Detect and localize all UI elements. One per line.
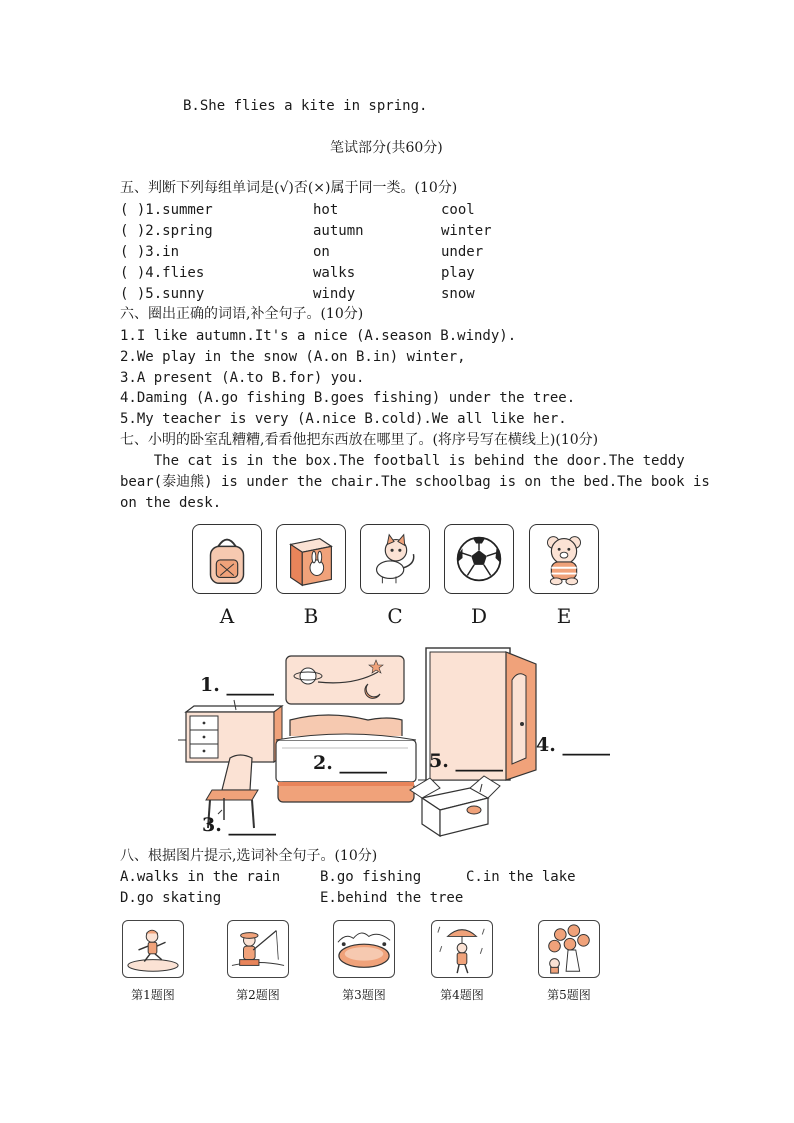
q8-caption-4: 第4题图 <box>440 988 484 1002</box>
section-header: 笔试部分(共60分) <box>330 140 443 156</box>
q5-row-1-num: ( )1.summer <box>120 202 213 218</box>
q8-caption-5: 第5题图 <box>547 988 591 1002</box>
book-icon <box>277 525 345 593</box>
option-card-a <box>192 524 262 594</box>
tree-icon <box>539 921 599 977</box>
option-letter-c: C <box>387 604 403 628</box>
q5-row-4-num: ( )4.flies <box>120 265 205 281</box>
q7-passage-line-3: on the desk. <box>120 495 222 511</box>
football-icon <box>445 525 513 593</box>
lake-icon <box>334 921 394 977</box>
q8-choice-b: B.go fishing <box>320 869 422 885</box>
blank-3[interactable]: 3. _____ <box>202 814 276 836</box>
q5-row-1-word3: cool <box>441 202 475 218</box>
q6-item-4: 4.Daming (A.go fishing B.goes fishing) under the tree. <box>120 390 576 406</box>
q5-row-3-num: ( )3.in <box>120 244 180 260</box>
q8-choice-e: E.behind the tree <box>320 890 464 906</box>
option-card-c <box>360 524 430 594</box>
option-letter-e: E <box>556 604 572 628</box>
q7-title: 七、小明的卧室乱糟糟,看看他把东西放在哪里了。(将序号写在横线上)(10分) <box>120 432 599 448</box>
skating-icon <box>123 921 183 977</box>
q8-choice-a: A.walks in the rain <box>120 869 281 885</box>
q5-row-5-word2: windy <box>313 286 356 302</box>
q5-row-2-num: ( )2.spring <box>120 223 213 239</box>
cat-icon <box>361 525 429 593</box>
q8-picture-5 <box>538 920 600 978</box>
q8-caption-2: 第2题图 <box>236 988 280 1002</box>
option-letter-b: B <box>303 604 319 628</box>
schoolbag-icon <box>193 525 261 593</box>
q5-title: 五、判断下列每组单词是(√)否(×)属于同一类。(10分) <box>120 180 458 196</box>
blank-2[interactable]: 2. _____ <box>313 752 387 774</box>
rain-icon <box>432 921 492 977</box>
q8-title: 八、根据图片提示,选词补全句子。(10分) <box>120 848 378 864</box>
blank-5[interactable]: 5. _____ <box>429 750 503 772</box>
q6-item-3: 3.A present (A.to B.for) you. <box>120 370 365 386</box>
q5-row-2-word2: autumn <box>313 223 364 239</box>
q5-row-2-word3: winter <box>441 223 492 239</box>
q8-picture-2 <box>227 920 289 978</box>
q8-picture-4 <box>431 920 493 978</box>
q5-row-4-word3: play <box>441 265 475 281</box>
q8-picture-1 <box>122 920 184 978</box>
option-letter-a: A <box>219 604 235 628</box>
q8-caption-1: 第1题图 <box>131 988 175 1002</box>
q8-caption-3: 第3题图 <box>342 988 386 1002</box>
q5-row-5-num: ( )5.sunny <box>120 286 205 302</box>
q6-item-1: 1.I like autumn.It's a nice (A.season B.windy). <box>120 328 517 344</box>
option-card-b <box>276 524 346 594</box>
option-card-e <box>529 524 599 594</box>
blank-1[interactable]: 1. _____ <box>200 674 274 696</box>
teddy-bear-icon <box>530 525 598 593</box>
q8-picture-3 <box>333 920 395 978</box>
q5-row-4-word2: walks <box>313 265 356 281</box>
q8-choice-c: C.in the lake <box>466 869 576 885</box>
q7-passage-line-1: The cat is in the box.The football is behind the door.The teddy <box>120 453 685 469</box>
blank-4[interactable]: 4. _____ <box>536 734 610 756</box>
q6-item-5: 5.My teacher is very (A.nice B.cold).We all like her. <box>120 411 567 427</box>
option-letter-d: D <box>470 604 488 628</box>
q8-choice-d: D.go skating <box>120 890 222 906</box>
q5-row-3-word2: on <box>313 244 330 260</box>
q7-passage-line-2: bear(泰迪熊) is under the chair.The schoolbag is on the bed.The book is <box>120 474 710 490</box>
q5-row-5-word3: snow <box>441 286 475 302</box>
q6-title: 六、圈出正确的词语,补全句子。(10分) <box>120 306 364 322</box>
q5-row-3-word3: under <box>441 244 484 260</box>
option-card-d <box>444 524 514 594</box>
q6-item-2: 2.We play in the snow (A.on B.in) winter, <box>120 349 466 365</box>
q5-row-1-word2: hot <box>313 202 339 218</box>
intro-option: B.She flies a kite in spring. <box>183 98 428 114</box>
fishing-icon <box>228 921 288 977</box>
